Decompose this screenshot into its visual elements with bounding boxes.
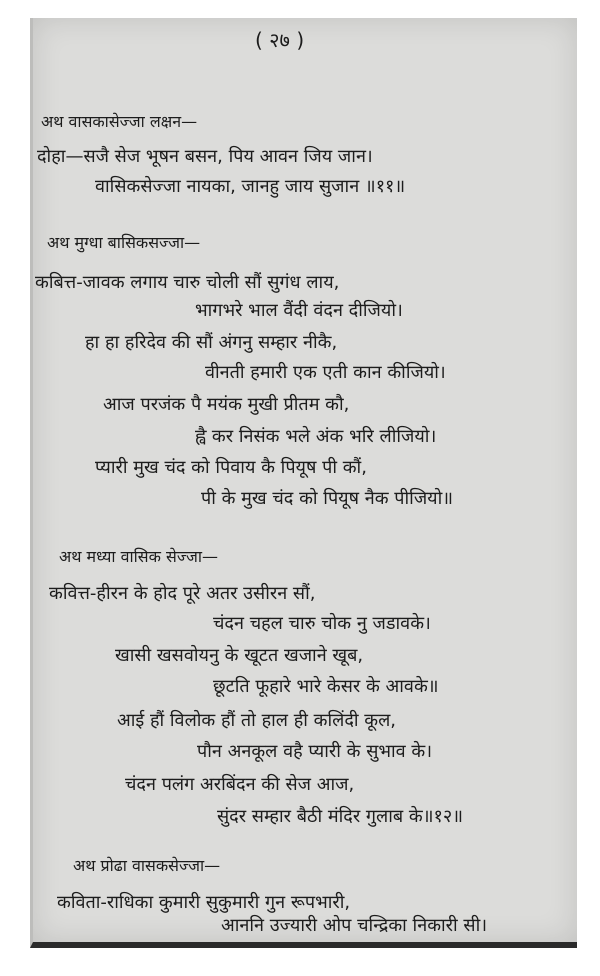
verse-line: कबित्त-जावक लगाय चारु चोली सौं सुगंध लाय,	[35, 272, 340, 293]
book-page	[30, 18, 577, 948]
verse-line: आई हौं विलोक हौं तो हाल ही कलिंदी कूल,	[117, 710, 397, 731]
section-heading: अथ वासकासेज्जा लक्षन—	[41, 112, 198, 131]
verse-line: हा हा हरिदेव की सौं अंगनु सम्हार नीकै,	[85, 332, 338, 353]
section-heading: अथ मध्या वासिक सेज्जा—	[59, 547, 218, 566]
verse-line: सुंदर सम्हार बैठी मंदिर गुलाब के॥१२॥	[217, 806, 464, 827]
verse-line: चंदन पलंग अरबिंदन की सेज आज,	[125, 774, 355, 795]
verse-line: खासी खसवोयनु के खूटत खजाने खूब,	[115, 645, 364, 666]
page-number: ( २७ )	[255, 28, 305, 52]
verse-line: दोहा—सजै सेज भूषन बसन, पिय आवन जिय जान।	[37, 146, 373, 167]
verse-line: चंदन चहल चारु चोक नु जडावके।	[213, 613, 431, 634]
section-heading: अथ मुग्धा बासिकसज्जा—	[47, 233, 201, 252]
verse-line: भागभरे भाल वैंदी वंदन दीजियो।	[195, 300, 403, 321]
verse-line: पौन अनकूल वहै प्यारी के सुभाव के।	[197, 741, 433, 762]
verse-line: प्यारी मुख चंद को पिवाय कै पियूष पी कौं,	[95, 457, 367, 478]
verse-line: वासिकसेज्जा नायका, जानहु जाय सुजान ॥११॥	[95, 176, 406, 197]
verse-line: आननि उज्यारी ओप चन्द्रिका निकारी सी।	[221, 915, 488, 936]
verse-line: आज परजंक पै मयंक मुखी प्रीतम कौ,	[103, 394, 350, 415]
verse-line: छूटति फूहारे भारे केसर के आवके॥	[213, 676, 439, 697]
verse-line: पी के मुख चंद को पियूष नैक पीजियो॥	[201, 488, 454, 509]
verse-line: ह्वै कर निसंक भले अंक भरि लीजियो।	[195, 426, 437, 447]
section-heading: अथ प्रोढा वासकसेज्जा—	[73, 856, 221, 875]
verse-line: वीनती हमारी एक एती कान कीजियो।	[205, 362, 446, 383]
verse-line: कवित्त-हीरन के होद पूरे अतर उसीरन सौं,	[49, 583, 316, 604]
verse-line: कविता-राधिका कुमारी सुकुमारी गुन रूपभारी,	[57, 892, 351, 913]
